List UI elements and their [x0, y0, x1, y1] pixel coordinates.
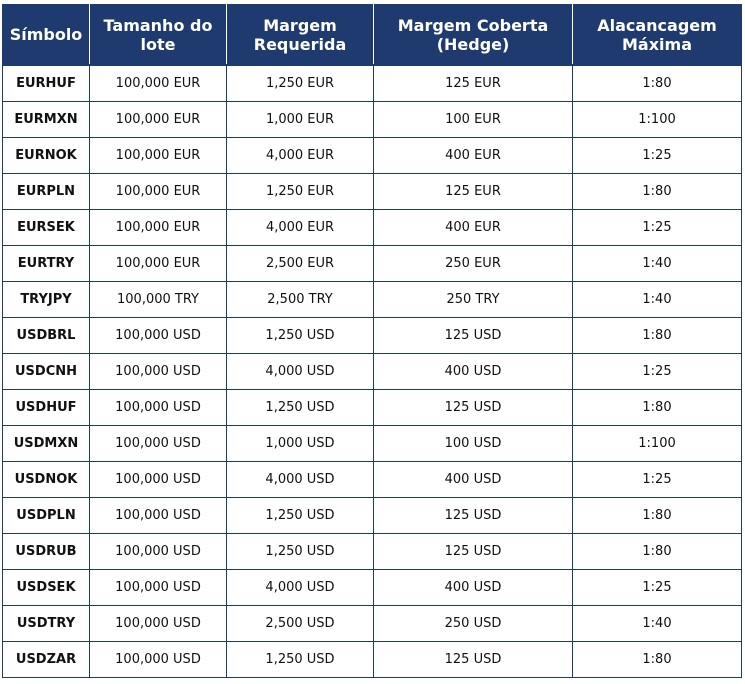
- symbol-cell: USDCNH: [3, 354, 90, 390]
- max-leverage-cell: 1:25: [573, 354, 742, 390]
- symbol-cell: USDSEK: [3, 570, 90, 606]
- symbol-cell: EURNOK: [3, 138, 90, 174]
- required-margin-cell: 2,500 TRY: [227, 282, 374, 318]
- lot-size-cell: 100,000 USD: [90, 642, 227, 678]
- required-margin-cell: 4,000 EUR: [227, 210, 374, 246]
- lot-size-cell: 100,000 USD: [90, 426, 227, 462]
- max-leverage-cell: 1:80: [573, 534, 742, 570]
- hedged-margin-cell: 400 USD: [374, 462, 573, 498]
- margin-table-container: [2, 4, 742, 678]
- table-row: [3, 426, 742, 462]
- max-leverage-cell: 1:80: [573, 174, 742, 210]
- table-row: [3, 318, 742, 354]
- symbol-cell: EURSEK: [3, 210, 90, 246]
- hedged-margin-cell: 250 EUR: [374, 246, 573, 282]
- lot-size-cell: 100,000 EUR: [90, 102, 227, 138]
- max-leverage-cell: 1:40: [573, 282, 742, 318]
- hedged-margin-cell: 400 EUR: [374, 210, 573, 246]
- symbol-cell: USDTRY: [3, 606, 90, 642]
- required-margin-cell: 4,000 USD: [227, 570, 374, 606]
- table-row: [3, 282, 742, 318]
- table-row: [3, 246, 742, 282]
- required-margin-cell: 1,250 USD: [227, 318, 374, 354]
- max-leverage-cell: 1:25: [573, 462, 742, 498]
- required-margin-cell: 1,000 USD: [227, 426, 374, 462]
- symbol-cell: EURPLN: [3, 174, 90, 210]
- hedged-margin-cell: 400 USD: [374, 570, 573, 606]
- lot-size-cell: 100,000 USD: [90, 462, 227, 498]
- table-header: [3, 5, 742, 66]
- table-row: [3, 498, 742, 534]
- max-leverage-cell: 1:100: [573, 426, 742, 462]
- hedged-margin-cell: 125 USD: [374, 498, 573, 534]
- lot-size-cell: 100,000 USD: [90, 534, 227, 570]
- table-row: [3, 65, 742, 102]
- symbol-cell: USDMXN: [3, 426, 90, 462]
- lot-size-cell: 100,000 USD: [90, 570, 227, 606]
- table-row: [3, 462, 742, 498]
- max-leverage-cell: 1:40: [573, 606, 742, 642]
- lot-size-cell: 100,000 USD: [90, 354, 227, 390]
- max-leverage-cell: 1:100: [573, 102, 742, 138]
- lot-size-cell: 100,000 USD: [90, 390, 227, 426]
- hedged-margin-cell: 125 USD: [374, 318, 573, 354]
- table-row: [3, 642, 742, 678]
- hedged-margin-cell: 100 USD: [374, 426, 573, 462]
- symbol-cell: EURTRY: [3, 246, 90, 282]
- hedged-margin-cell: 125 EUR: [374, 65, 573, 102]
- required-margin-cell: 1,250 USD: [227, 534, 374, 570]
- symbol-cell: EURHUF: [3, 65, 90, 102]
- table-row: [3, 570, 742, 606]
- required-margin-cell: 2,500 EUR: [227, 246, 374, 282]
- hedged-margin-cell: 125 USD: [374, 390, 573, 426]
- hedged-margin-cell: 125 USD: [374, 534, 573, 570]
- symbol-cell: USDPLN: [3, 498, 90, 534]
- header-row: [3, 5, 742, 66]
- table-row: [3, 606, 742, 642]
- table-row: [3, 138, 742, 174]
- required-margin-cell: 1,250 EUR: [227, 174, 374, 210]
- table-row: [3, 390, 742, 426]
- max-leverage-cell: 1:80: [573, 642, 742, 678]
- required-margin-cell: 4,000 USD: [227, 462, 374, 498]
- table-row: [3, 534, 742, 570]
- max-leverage-cell: 1:80: [573, 498, 742, 534]
- lot-size-cell: 100,000 EUR: [90, 65, 227, 102]
- required-margin-cell: 1,250 USD: [227, 390, 374, 426]
- hedged-margin-cell: 125 USD: [374, 642, 573, 678]
- table-row: [3, 174, 742, 210]
- symbol-cell: USDBRL: [3, 318, 90, 354]
- lot-size-cell: 100,000 EUR: [90, 210, 227, 246]
- hedged-margin-cell: 250 USD: [374, 606, 573, 642]
- symbol-cell: USDHUF: [3, 390, 90, 426]
- required-margin-cell: 1,250 USD: [227, 642, 374, 678]
- header-lot-size: Tamanho do lote: [90, 5, 227, 66]
- table-body: [3, 65, 742, 678]
- header-max-leverage: Alacancagem Máxima: [573, 5, 742, 66]
- lot-size-cell: 100,000 USD: [90, 498, 227, 534]
- max-leverage-cell: 1:25: [573, 570, 742, 606]
- required-margin-cell: 4,000 USD: [227, 354, 374, 390]
- symbol-cell: USDRUB: [3, 534, 90, 570]
- lot-size-cell: 100,000 TRY: [90, 282, 227, 318]
- required-margin-cell: 1,000 EUR: [227, 102, 374, 138]
- symbol-cell: TRYJPY: [3, 282, 90, 318]
- hedged-margin-cell: 100 EUR: [374, 102, 573, 138]
- header-hedged-margin: Margem Coberta (Hedge): [374, 5, 573, 66]
- header-symbol: Símbolo: [3, 5, 90, 66]
- required-margin-cell: 1,250 USD: [227, 498, 374, 534]
- max-leverage-cell: 1:80: [573, 65, 742, 102]
- symbol-cell: USDZAR: [3, 642, 90, 678]
- required-margin-cell: 2,500 USD: [227, 606, 374, 642]
- required-margin-cell: 1,250 EUR: [227, 65, 374, 102]
- max-leverage-cell: 1:80: [573, 390, 742, 426]
- lot-size-cell: 100,000 USD: [90, 318, 227, 354]
- table-row: [3, 210, 742, 246]
- max-leverage-cell: 1:40: [573, 246, 742, 282]
- lot-size-cell: 100,000 EUR: [90, 174, 227, 210]
- max-leverage-cell: 1:80: [573, 318, 742, 354]
- lot-size-cell: 100,000 EUR: [90, 246, 227, 282]
- max-leverage-cell: 1:25: [573, 138, 742, 174]
- margin-requirements-table: [2, 4, 742, 678]
- hedged-margin-cell: 250 TRY: [374, 282, 573, 318]
- max-leverage-cell: 1:25: [573, 210, 742, 246]
- lot-size-cell: 100,000 EUR: [90, 138, 227, 174]
- header-required-margin: Margem Requerida: [227, 5, 374, 66]
- table-row: [3, 102, 742, 138]
- hedged-margin-cell: 125 EUR: [374, 174, 573, 210]
- symbol-cell: USDNOK: [3, 462, 90, 498]
- lot-size-cell: 100,000 USD: [90, 606, 227, 642]
- hedged-margin-cell: 400 EUR: [374, 138, 573, 174]
- symbol-cell: EURMXN: [3, 102, 90, 138]
- hedged-margin-cell: 400 USD: [374, 354, 573, 390]
- table-row: [3, 354, 742, 390]
- required-margin-cell: 4,000 EUR: [227, 138, 374, 174]
